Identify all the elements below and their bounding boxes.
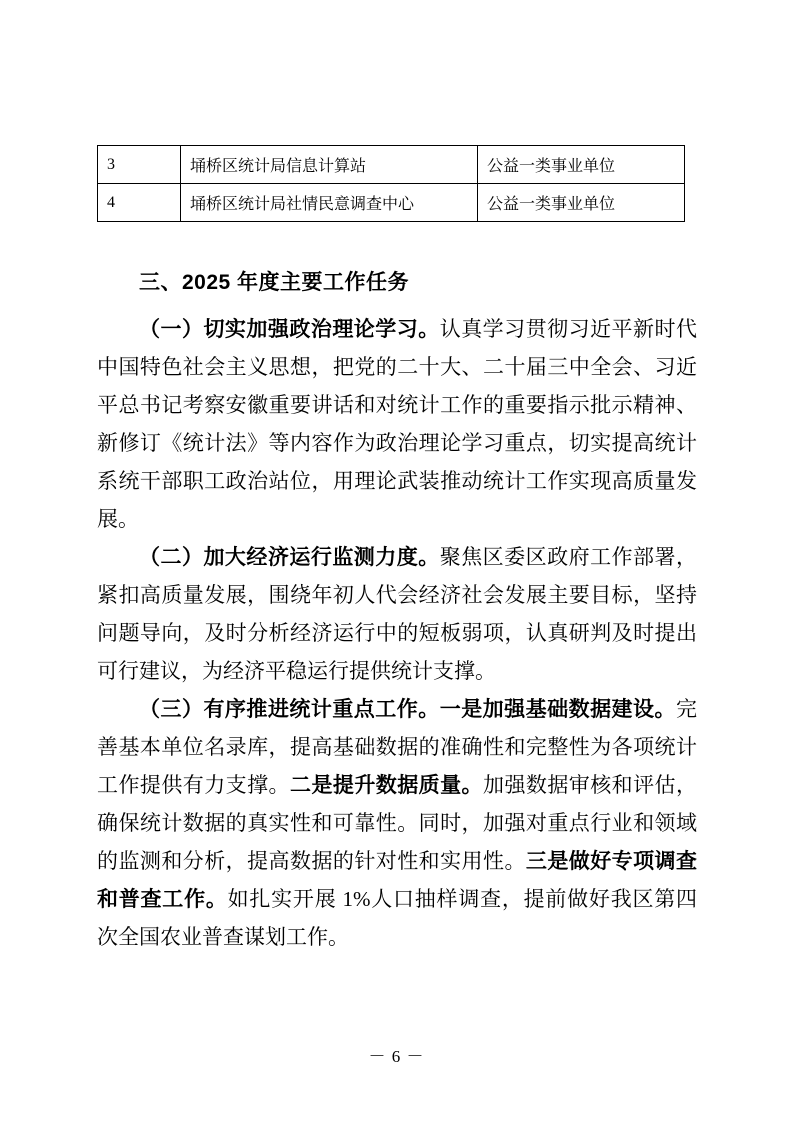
paragraph-lead-bold: （三）有序推进统计重点工作。 [139,697,440,721]
table-cell-index: 3 [98,146,181,184]
table-row [98,146,685,184]
document-body [97,264,697,956]
page-number: － 6 － [368,1047,425,1066]
table-cell-type: 公益一类事业单位 [478,184,685,222]
paragraph-text: 加强数据审核和评估，确保统计数据的真实性和可靠性。同时，加强对重点行业和领域的监测和分析，提高数据的针对性和实用性。 [97,773,697,873]
org-table [97,145,685,222]
paragraph [97,538,697,690]
paragraph-text: 聚焦区委区政府工作部署，紧扣高质量发展，围绕年初人代会经济社会发展主要目标，坚持问题导向，及时分析经济运行中的短板弱项，认真研判及时提出可行建议，为经济平稳运行提供统计支撑。 [97,545,697,683]
section-heading: 三、2025 年度主要工作任务 [139,271,410,294]
table-row [98,184,685,222]
paragraph-text: 完善基本单位名录库，提高基础数据的准确性和完整性为各项统计工作提供有力支撑。 [97,697,697,797]
table-cell-type: 公益一类事业单位 [478,146,685,184]
paragraph-lead-bold: 二是提升数据质量。 [290,773,483,797]
paragraph [97,690,697,956]
paragraph-lead-bold: 一是加强基础数据建设。 [439,697,676,721]
table-cell-name: 埇桥区统计局信息计算站 [181,146,478,184]
paragraph-lead-bold: （一）切实加强政治理论学习。 [139,317,440,341]
paragraph-text: 如扎实开展 1%人口抽样调查，提前做好我区第四次全国农业普查谋划工作。 [97,887,698,949]
paragraph-lead-bold: 三是做好专项调查和普查工作。 [97,849,698,911]
org-table-body [98,146,685,222]
paragraph-text: 认真学习贯彻习近平新时代中国特色社会主义思想，把党的二十大、二十届三中全会、习近平总书记考察安徽重要讲话和对统计工作的重要指示批示精神、新修订《统计法》等内容作为政治理论学习重点，切实提高统计系统干部职工政治站位，用理论武装推动统计工作实现高质量发展。 [97,317,697,531]
paragraph-lead-bold: （二）加大经济运行监测力度。 [139,545,440,569]
paragraph [97,310,697,538]
table-cell-name: 埇桥区统计局社情民意调查中心 [181,184,478,222]
table-cell-index: 4 [98,184,181,222]
org-table-wrap [97,145,684,222]
